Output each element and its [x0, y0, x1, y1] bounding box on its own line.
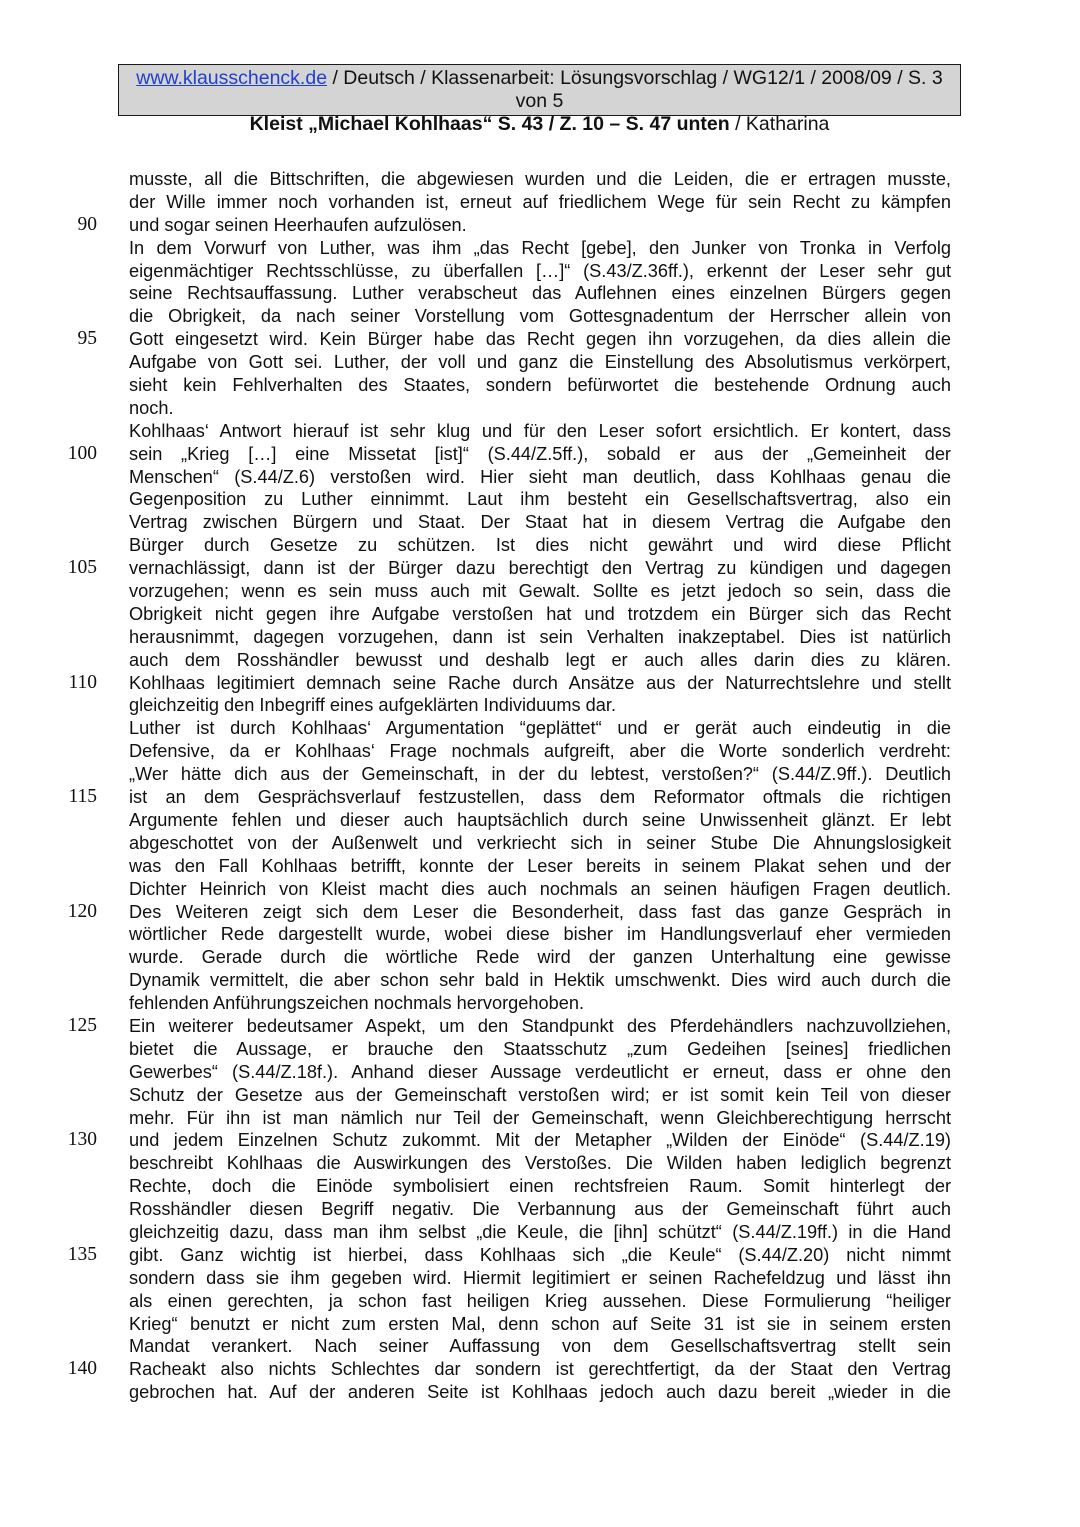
line-number: 90 [77, 213, 97, 235]
text-line [0, 1267, 1080, 1290]
line-number: 100 [67, 442, 97, 464]
text-line [0, 351, 1080, 374]
text-line [0, 1152, 1080, 1175]
line-text: Kohlhaas legitimiert demnach seine Rache durch Ansätze aus der Naturrechtslehre und stellt [129, 672, 951, 693]
text-line [0, 672, 1080, 695]
text-line [0, 557, 1080, 580]
line-text: sein „Krieg […] eine Missetat [ist]“ (S.44/Z.5ff.), sobald er aus der „Gemeinheit der [129, 443, 951, 464]
text-line [0, 214, 1080, 237]
text-line [0, 1244, 1080, 1267]
line-text: „Wer hätte dich aus der Gemeinschaft, in der du lebtest, verstoßen?“ (S.44/Z.9ff.). Deutlich [129, 764, 951, 785]
text-line [0, 511, 1080, 534]
text-line [0, 1061, 1080, 1084]
text-line [0, 1358, 1080, 1381]
text-line [0, 1175, 1080, 1198]
line-text: In dem Vorwurf von Luther, was ihm „das Recht [gebe], den Junker von Tronka in Verfolg [129, 237, 951, 258]
line-text: gibt. Ganz wichtig ist hierbei, dass Kohlhaas sich „die Keule“ (S.44/Z.20) nicht nimmt [129, 1244, 951, 1265]
line-text: Gott eingesetzt wird. Kein Bürger habe das Recht gegen ihn vorzugehen, da dies allein die [129, 329, 951, 350]
text-line [0, 694, 1080, 717]
text-line [0, 603, 1080, 626]
text-line [0, 1084, 1080, 1107]
line-text: Dynamik vermittelt, die aber schon sehr bald in Hektik umschwenkt. Dies wird auch durch die [129, 970, 951, 991]
line-text: Kohlhaas‘ Antwort hierauf ist sehr klug und für den Leser sofort ersichtlich. Er kontert, dass [129, 420, 951, 441]
line-number: 135 [67, 1243, 97, 1265]
text-line [0, 443, 1080, 466]
line-text: gleichzeitig den Inbegriff eines aufgeklärten Individuums dar. [129, 695, 616, 716]
line-text: Aufgabe von Gott sei. Luther, der voll und ganz die Einstellung des Absolutismus verkörpert, [129, 352, 951, 373]
header-title-line [119, 113, 960, 136]
line-number: 140 [67, 1358, 97, 1380]
text-line [0, 1129, 1080, 1152]
text-line [0, 305, 1080, 328]
line-text: Bürger durch Gesetze zu schützen. Ist dies nicht gewährt und wird diese Pflicht [129, 535, 951, 556]
text-line [0, 1313, 1080, 1336]
text-line [0, 740, 1080, 763]
text-line [0, 1198, 1080, 1221]
text-line [0, 260, 1080, 283]
text-line [0, 191, 1080, 214]
text-line [0, 809, 1080, 832]
line-text: der Wille immer noch vorhanden ist, erneut auf friedlichem Wege für sein Recht zu kämpfen [129, 191, 951, 212]
text-line [0, 1335, 1080, 1358]
line-text: und sogar seinen Heerhaufen aufzulösen. [129, 214, 467, 235]
line-text: bietet die Aussage, er brauche den Staatsschutz „zum Gedeihen [seines] friedlichen [129, 1038, 951, 1059]
text-line [0, 466, 1080, 489]
text-line [0, 374, 1080, 397]
line-text: Rechte, doch die Einöde symbolisiert einen rechtsfreien Raum. Somit hinterlegt der [129, 1176, 951, 1197]
line-text: abgeschottet von der Außenwelt und verkriecht sich in seiner Stube Die Ahnungslosigkeit [129, 832, 951, 853]
text-line [0, 901, 1080, 924]
text-line [0, 328, 1080, 351]
line-number: 125 [67, 1014, 97, 1036]
text-line [0, 420, 1080, 443]
text-line [0, 855, 1080, 878]
line-text: Des Weiteren zeigt sich dem Leser die Besonderheit, dass fast das ganze Gespräch in [129, 901, 951, 922]
text-line [0, 1015, 1080, 1038]
line-number: 115 [68, 786, 97, 808]
line-text: Schutz der Gesetze aus der Gemeinschaft verstoßen wird; er ist somit kein Teil von dieser [129, 1084, 951, 1105]
page-header [118, 64, 961, 135]
line-text: beschreibt Kohlhaas die Auswirkungen des Verstoßes. Die Wilden haben lediglich begrenzt [129, 1153, 951, 1174]
text-line [0, 168, 1080, 191]
line-text: Gegenposition zu Luther einnimmt. Laut ihm besteht ein Gesellschaftsvertrag, also ein [129, 489, 951, 510]
line-text: Luther ist durch Kohlhaas‘ Argumentation “geplättet“ und er gerät auch eindeutig in die [129, 718, 951, 739]
text-body [0, 168, 1080, 1404]
line-text: wurde. Gerade durch die wörtliche Rede wird der ganzen Unterhaltung eine gewisse [129, 947, 951, 968]
text-line [0, 763, 1080, 786]
line-text: Racheakt also nichts Schlechtes dar sondern ist gerechtfertigt, da der Staat den Vertrag [129, 1359, 951, 1380]
line-number: 130 [67, 1129, 97, 1151]
line-number: 110 [68, 671, 97, 693]
line-text: vorzugehen; wenn es sein muss auch mit Gewalt. Sollte es jetzt jedoch so sein, dass die [129, 581, 951, 602]
text-line [0, 923, 1080, 946]
text-line [0, 488, 1080, 511]
text-line [0, 786, 1080, 809]
line-text: als einen gerechten, ja schon fast heiligen Krieg aussehen. Diese Formulierung “heiliger [129, 1290, 951, 1311]
text-line [0, 1221, 1080, 1244]
text-line [0, 534, 1080, 557]
text-line [0, 397, 1080, 420]
line-text: Rosshändler diesen Begriff negativ. Die Verbannung aus der Gemeinschaft führt auch [129, 1199, 951, 1220]
text-line [0, 832, 1080, 855]
line-text: Krieg“ benutzt er nicht zum ersten Mal, denn schon auf Seite 31 ist sie in seinem ersten [129, 1313, 951, 1334]
line-text: gebrochen hat. Auf der anderen Seite ist Kohlhaas jedoch auch dazu bereit „wieder in die [129, 1382, 951, 1403]
text-line [0, 946, 1080, 969]
header-author: / Katharina [729, 113, 830, 135]
text-line [0, 992, 1080, 1015]
text-line [0, 717, 1080, 740]
line-text: Gewerbes“ (S.44/Z.18f.). Anhand dieser Aussage verdeutlicht er erneut, dass er ohne den [129, 1061, 951, 1082]
text-line [0, 626, 1080, 649]
line-text: Defensive, da er Kohlhaas‘ Frage nochmals aufgreift, aber die Worte sonderlich verdreht: [129, 741, 951, 762]
text-line [0, 282, 1080, 305]
text-line [0, 969, 1080, 992]
line-text: Menschen“ (S.44/Z.6) verstoßen wird. Hier sieht man deutlich, dass Kohlhaas genau die [129, 466, 951, 487]
header-meta-line [119, 67, 960, 113]
text-line [0, 878, 1080, 901]
line-text: musste, all die Bittschriften, die abgewiesen wurden und die Leiden, die er ertragen musste, [129, 169, 951, 189]
site-link[interactable]: www.klausschenck.de [136, 67, 328, 89]
text-line [0, 580, 1080, 603]
line-text: Argumente fehlen und dieser auch hauptsächlich durch seine Unwissenheit glänzt. Er lebt [129, 809, 951, 830]
line-text: Dichter Heinrich von Kleist macht dies auch nochmals an seinen häufigen Fragen deutlich. [129, 878, 951, 899]
line-text: noch. [129, 397, 174, 418]
text-line [0, 1107, 1080, 1130]
line-text: eigenmächtiger Rechtsschlüsse, zu überfallen […]“ (S.43/Z.36ff.), erkennt der Leser sehr gut [129, 260, 951, 281]
text-line [0, 649, 1080, 672]
line-number: 95 [77, 328, 97, 350]
line-text: Vertrag zwischen Bürgern und Staat. Der Staat hat in diesem Vertrag die Aufgabe den [129, 512, 951, 533]
line-text: gleichzeitig dazu, dass man ihm selbst „die Keule, die [ihn] schützt“ (S.44/Z.19ff.) in die Hand [129, 1221, 951, 1242]
line-text: fehlenden Anführungszeichen nochmals hervorgehoben. [129, 993, 585, 1014]
line-text: wörtlicher Rede dargestellt wurde, wobei diese bisher im Handlungsverlauf eher vermieden [129, 924, 951, 945]
line-text: seine Rechtsauffassung. Luther verabscheut das Auflehnen eines einzelnen Bürgers gegen [129, 283, 951, 304]
line-text: Mandat verankert. Nach seiner Auffassung von dem Gesellschaftsvertrag stellt sein [129, 1336, 951, 1357]
line-text: sieht kein Fehlverhalten des Staates, sondern befürwortet die bestehende Ordnung auch [129, 375, 951, 396]
text-line [0, 1290, 1080, 1313]
line-text: Ein weiterer bedeutsamer Aspekt, um den Standpunkt des Pferdehändlers nachzuvollziehen, [129, 1015, 951, 1036]
line-text: vernachlässigt, dann ist der Bürger dazu berechtigt den Vertrag zu kündigen und dagegen [129, 558, 951, 579]
line-text: herausnimmt, dagegen vorzugehen, dann ist sein Verhalten inakzeptabel. Dies ist natürlich [129, 626, 951, 647]
line-number: 120 [67, 900, 97, 922]
line-text: ist an dem Gesprächsverlauf festzustellen, dass dem Reformator oftmals die richtigen [129, 787, 951, 808]
line-text: auch dem Rosshändler bewusst und deshalb legt er auch alles darin dies zu klären. [129, 649, 951, 670]
text-line [0, 1038, 1080, 1061]
line-text: die Obrigkeit, da nach seiner Vorstellung vom Gottesgnadentum der Herrscher allein von [129, 306, 951, 327]
text-line [0, 237, 1080, 260]
text-line [0, 1381, 1080, 1404]
header-title: Kleist „Michael Kohlhaas“ S. 43 / Z. 10 – S. 47 unten [249, 113, 730, 135]
header-meta: / Deutsch / Klassenarbeit: Lösungsvorschlag / WG12/1 / 2008/09 / S. 3 von 5 [327, 67, 943, 112]
line-text: und jedem Einzelnen Schutz zukommt. Mit der Metapher „Wilden der Einöde“ (S.44/Z.19) [129, 1130, 951, 1151]
line-text: sondern dass sie ihm gegeben wird. Hiermit legitimiert er seinen Rachefeldzug und lässt ihn [129, 1267, 951, 1288]
line-number: 105 [67, 557, 97, 579]
line-text: was den Fall Kohlhaas betrifft, konnte der Leser bereits in seinem Plakat sehen und der [129, 855, 951, 876]
line-text: mehr. Für ihn ist man nämlich nur Teil der Gemeinschaft, wenn Gleichberechtigung herrscht [129, 1107, 951, 1128]
line-text: Obrigkeit nicht gegen ihre Aufgabe verstoßen hat und trotzdem ein Bürger sich das Recht [129, 603, 951, 624]
